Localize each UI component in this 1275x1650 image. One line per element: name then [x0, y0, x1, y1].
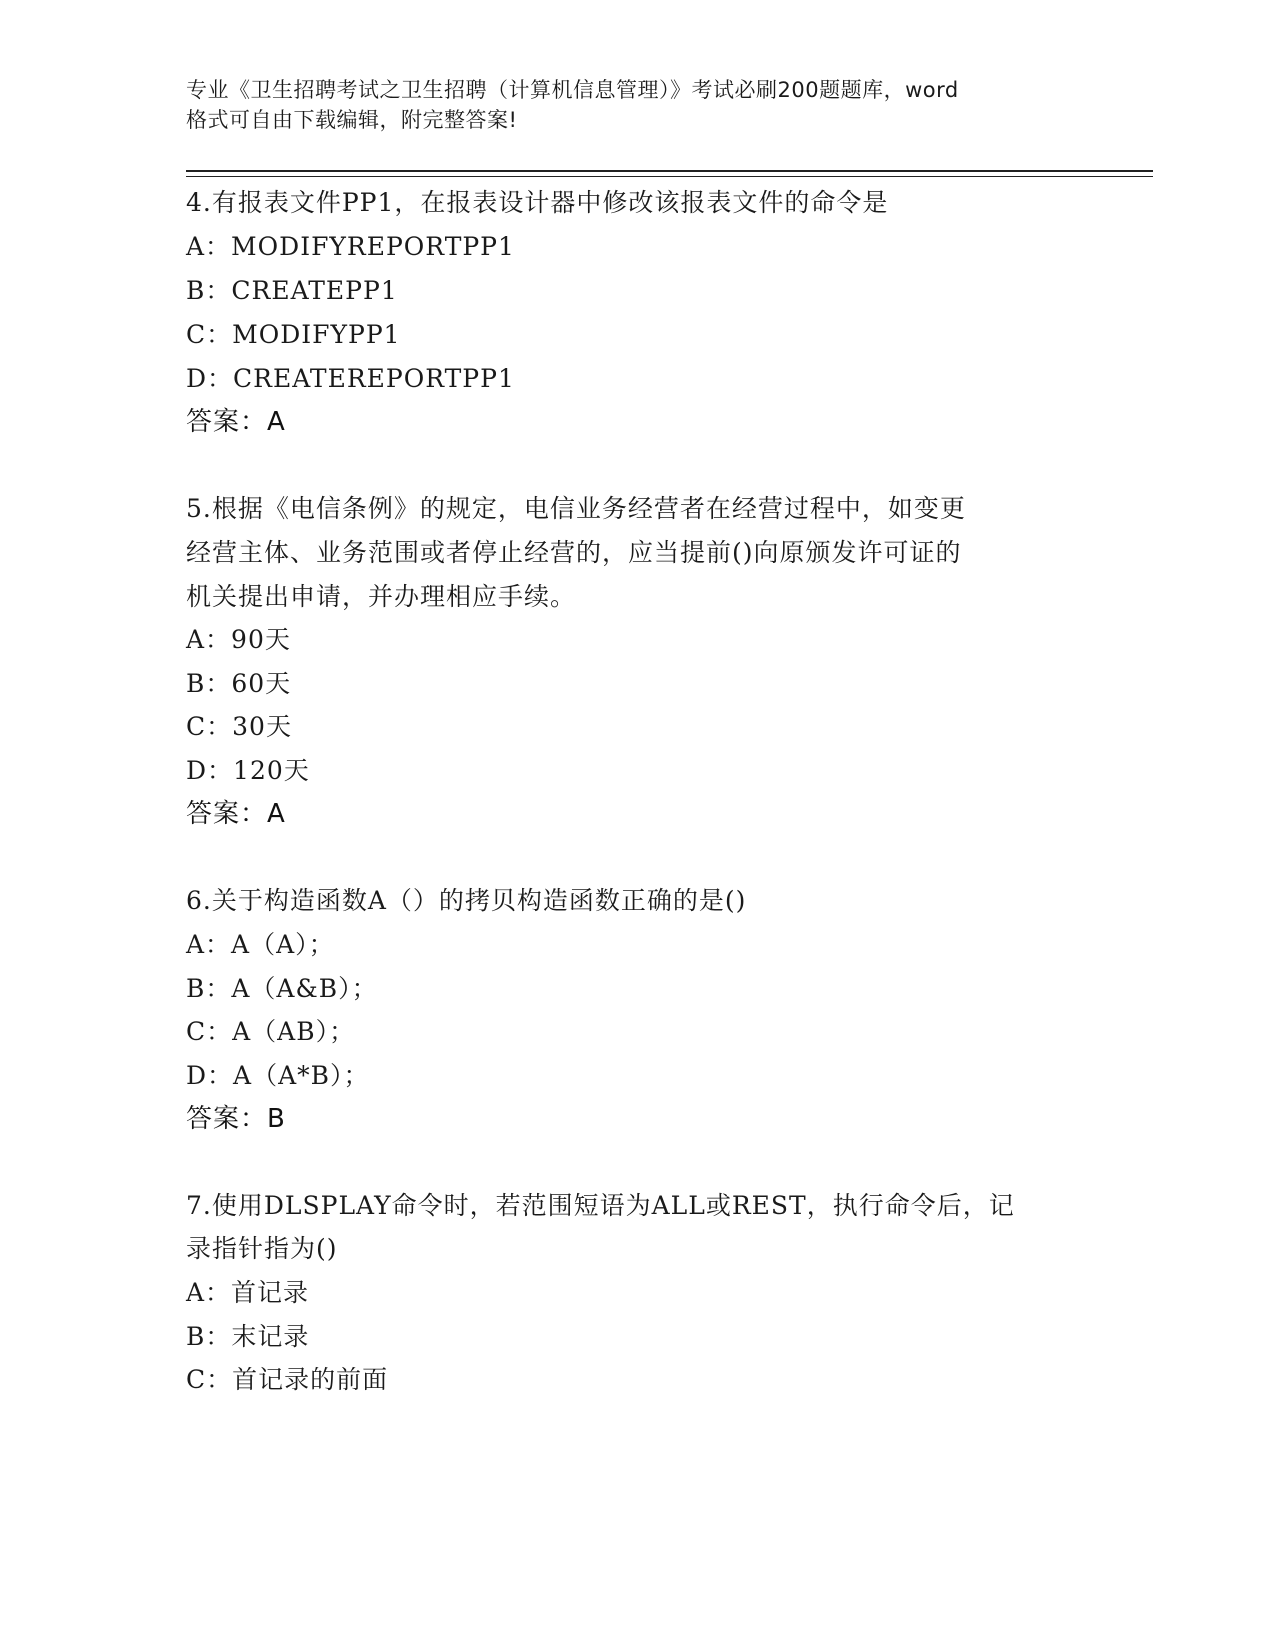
option-a: A：A（A）； [186, 930, 335, 959]
question-stem: 机关提出申请，并办理相应手续。 [186, 582, 577, 611]
question-stem: 4.有报表文件PP1，在报表设计器中修改该报表文件的命令是 [186, 188, 889, 217]
question-stem: 7.使用DLSPLAY命令时，若范围短语为ALL或REST，执行命令后，记 [186, 1191, 1015, 1220]
option-b: B：60天 [186, 669, 292, 698]
header-divider-top [186, 170, 1153, 172]
option-a: A：首记录 [186, 1278, 310, 1307]
option-c: C：A（AB）； [186, 1017, 356, 1046]
header-divider-bottom [186, 176, 1153, 177]
option-a: A：MODIFYREPORTPP1 [186, 232, 515, 261]
question-stem: 经营主体、业务范围或者停止经营的，应当提前()向原颁发许可证的 [186, 538, 962, 567]
option-c: C：MODIFYPP1 [186, 320, 401, 349]
document-title-line-1: 专业《卫生招聘考试之卫生招聘（计算机信息管理）》考试必刷200题题库，word [186, 78, 959, 102]
option-c: C：30天 [186, 712, 292, 741]
option-c: C：首记录的前面 [186, 1365, 389, 1394]
question-stem: 录指针指为() [186, 1234, 338, 1263]
option-d: D：120天 [186, 756, 310, 785]
option-a: A：90天 [186, 625, 291, 654]
answer: 答案：A [186, 799, 286, 829]
answer: 答案：B [186, 1104, 286, 1134]
answer: 答案：A [186, 407, 286, 437]
option-b: B：CREATEPP1 [186, 276, 398, 305]
option-b: B：末记录 [186, 1322, 310, 1351]
question-stem: 6.关于构造函数A（）的拷贝构造函数正确的是() [186, 886, 747, 915]
option-d: D：CREATEREPORTPP1 [186, 364, 515, 393]
option-d: D：A（A*B）； [186, 1061, 370, 1090]
document-title-line-2: 格式可自由下载编辑，附完整答案! [186, 108, 518, 132]
option-b: B：A（A&B）； [186, 974, 378, 1003]
question-stem: 5.根据《电信条例》的规定，电信业务经营者在经营过程中，如变更 [186, 494, 966, 523]
